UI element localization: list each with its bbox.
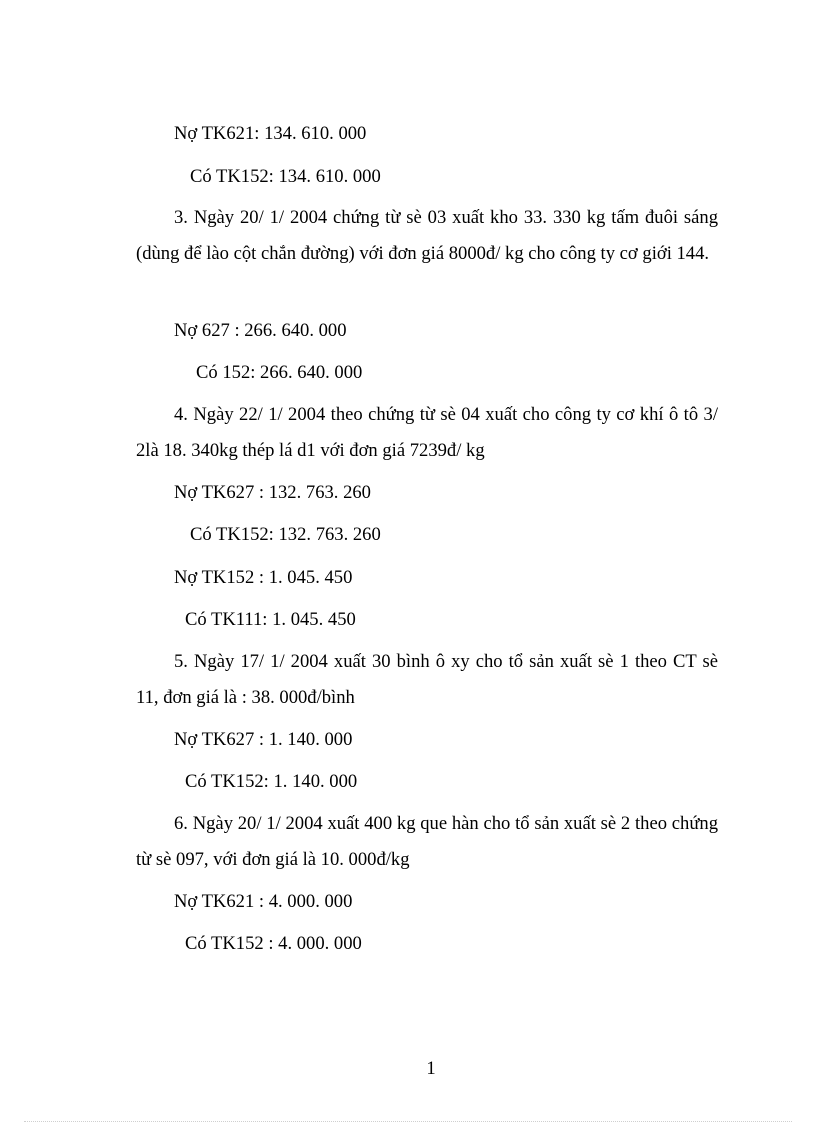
- journal-debit-line: Nợ 627 : 266. 640. 000: [174, 320, 347, 341]
- journal-credit-line: Có TK152: 1. 140. 000: [185, 771, 358, 792]
- journal-debit-line: Nợ TK621: 134. 610. 000: [174, 123, 367, 144]
- journal-credit-line: Có 152: 266. 640. 000: [196, 362, 363, 383]
- journal-credit-line: Có TK111: 1. 045. 450: [185, 609, 356, 630]
- journal-debit-line: Nợ TK152 : 1. 045. 450: [174, 567, 353, 588]
- journal-debit-line: Nợ TK627 : 1. 140. 000: [174, 729, 353, 750]
- journal-debit-line: Nợ TK627 : 132. 763. 260: [174, 482, 371, 503]
- page-bottom-divider: [24, 1121, 792, 1122]
- page-number: 1: [426, 1058, 436, 1079]
- paragraph-item-4: 4. Ngày 22/ 1/ 2004 theo chứng từ sè 04 xuất cho công ty cơ khí ô tô 3/ 2là 18. 340kg thép lá d1 với đơn giá 7239đ/ kg: [136, 404, 718, 461]
- journal-credit-line: Có TK152 : 4. 000. 000: [185, 933, 362, 954]
- journal-credit-line: Có TK152: 132. 763. 260: [190, 524, 381, 545]
- paragraph-item-6: 6. Ngày 20/ 1/ 2004 xuất 400 kg que hàn cho tổ sản xuất sè 2 theo chứng từ sè 097, với đơn giá là 10. 000đ/kg: [136, 813, 718, 870]
- paragraph-item-5: 5. Ngày 17/ 1/ 2004 xuất 30 bình ô xy cho tổ sản xuất sè 1 theo CT sè 11, đơn giá là : 38. 000đ/bình: [136, 651, 718, 708]
- paragraph-item-3: 3. Ngày 20/ 1/ 2004 chứng từ sè 03 xuất kho 33. 330 kg tấm đuôi sáng (dùng để lào cột chắn đường) với đơn giá 8000đ/ kg cho công ty cơ giới 144.: [136, 207, 718, 264]
- journal-credit-line: Có TK152: 134. 610. 000: [190, 166, 381, 187]
- journal-debit-line: Nợ TK621 : 4. 000. 000: [174, 891, 353, 912]
